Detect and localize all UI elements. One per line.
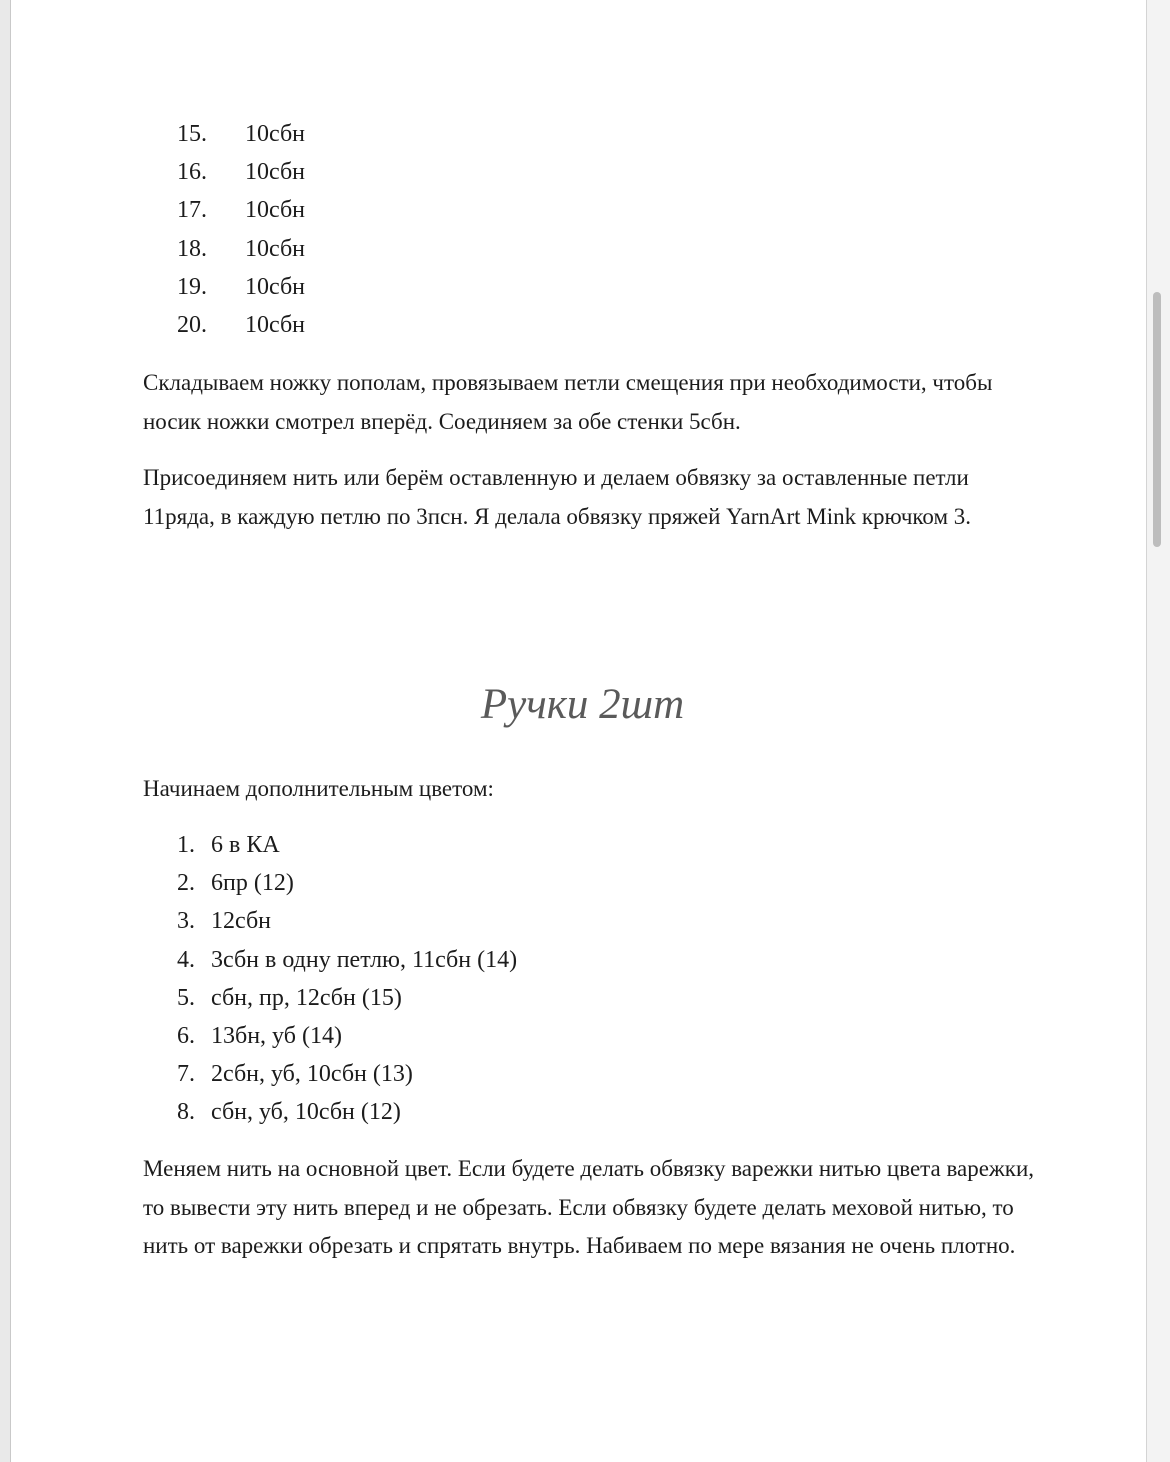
list-item-number: 4. <box>177 946 195 973</box>
paragraph-edging: Присоединяем нить или берём оставленную и делаем обвязку за оставленные петли 11ряда, в каждую петлю по 3псн. Я делала обвязку пряжей YarnArt Mink крючком 3. <box>143 465 972 529</box>
scrollbar-track[interactable] <box>1147 0 1170 1462</box>
scrollbar-thumb[interactable] <box>1153 292 1161 547</box>
list-item-text: 10сбн <box>245 197 305 224</box>
list-item-number: 18. <box>177 235 207 262</box>
list-item-number: 20. <box>177 311 207 338</box>
list-item <box>177 1055 517 1093</box>
list-item <box>177 268 305 306</box>
list-item <box>177 191 305 229</box>
paragraph-start-color: Начинаем дополнительным цветом: <box>143 776 494 801</box>
list-item-number: 5. <box>177 984 195 1011</box>
list-item <box>177 306 305 344</box>
list-item-number: 1. <box>177 832 195 858</box>
list-item-text: 10сбн <box>245 273 305 300</box>
list-item-text: 2сбн, уб, 10сбн (13) <box>211 1061 413 1088</box>
list-item <box>177 979 517 1017</box>
list-item-number: 16. <box>177 159 207 186</box>
list-item <box>177 826 517 864</box>
list-item-number: 19. <box>177 273 207 300</box>
list-item <box>177 1017 517 1055</box>
paragraph-change-thread: Меняем нить на основной цвет. Если будете делать обвязку варежки нитью цвета варежки, то вывести эту нить вперед и не обрезать. Если обвязку будете делать меховой нитью, то нить от варежки обрезать и спрятать внутрь. Набиваем по мере вязания не очень плотно. <box>143 1156 1035 1258</box>
list-item-text: 10сбн <box>245 311 305 338</box>
steps-list <box>177 826 517 1132</box>
list-item <box>177 941 517 979</box>
list-item-text: 10сбн <box>245 235 305 262</box>
list-item-number: 6. <box>177 1022 195 1049</box>
window-frame-divider <box>10 0 11 1462</box>
list-item-number: 17. <box>177 197 207 224</box>
list-item-text: сбн, пр, 12сбн (15) <box>211 984 402 1011</box>
row-list-top <box>177 115 305 344</box>
list-item-number: 3. <box>177 908 195 935</box>
window-frame-left <box>0 0 10 1462</box>
list-item-text: сбн, уб, 10сбн (12) <box>211 1099 401 1126</box>
list-item-text: 12сбн <box>211 908 271 935</box>
list-item <box>177 864 517 902</box>
list-item-number: 2. <box>177 870 195 897</box>
list-item <box>177 115 305 153</box>
list-item-text: 10сбн <box>245 159 305 186</box>
list-item-text: 6 в КА <box>211 832 280 858</box>
list-item <box>177 902 517 940</box>
list-item <box>177 230 305 268</box>
list-item-text: 3сбн в одну петлю, 11сбн (14) <box>211 946 518 973</box>
list-item-number: 15. <box>177 121 207 147</box>
paragraph-fold-leg: Складываем ножку пополам, провязываем петли смещения при необходимости, чтобы носик ножки смотрел вперёд. Соединяем за обе стенки 5сбн. <box>143 370 993 434</box>
list-item-number: 8. <box>177 1099 195 1126</box>
list-item-text: 6пр (12) <box>211 870 294 897</box>
list-item <box>177 153 305 191</box>
section-title: Ручки 2шт <box>480 681 685 728</box>
list-item <box>177 1093 517 1131</box>
list-item-text: 10сбн <box>245 121 305 147</box>
list-item-number: 7. <box>177 1061 195 1088</box>
list-item-text: 13бн, уб (14) <box>211 1022 342 1049</box>
